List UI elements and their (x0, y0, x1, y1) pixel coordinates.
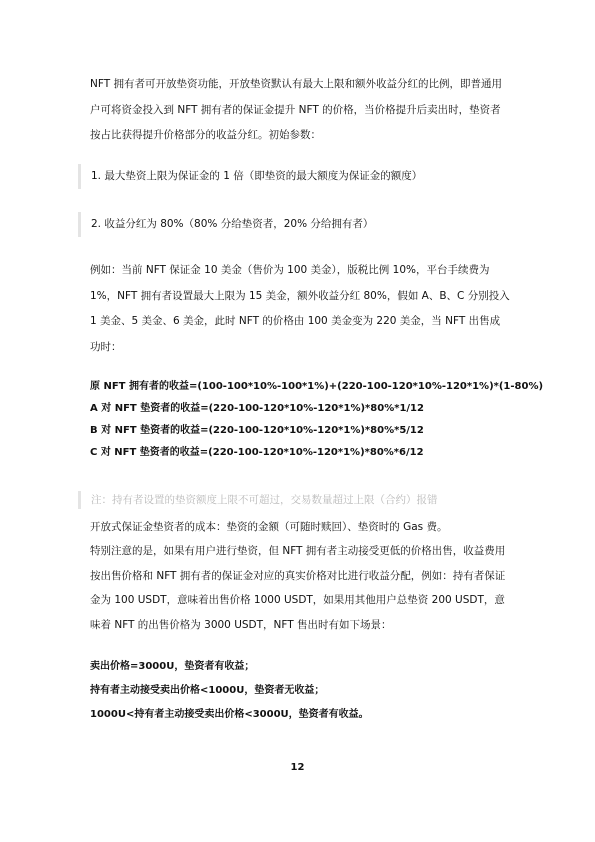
param-item-2: 2. 收益分红为 80%（80% 分给垫资者，20% 分给拥有者） (91, 218, 374, 230)
cost-text: 开放式保证金垫资者的成本：垫资的金额（可随时赎回）、垫资时的 Gas 费。 (90, 521, 448, 533)
formula-list (90, 376, 544, 464)
scenario-2: 持有者主动接受卖出价格<1000U，垫资者无收益； (90, 685, 325, 696)
scenario-1: 卖出价格=3000U，垫资者有收益； (90, 661, 255, 672)
intro-paragraph (90, 72, 510, 149)
params-quote-2 (78, 212, 510, 237)
note-text: 注：持有者设置的垫资额度上限不可超过，交易数量超过上限（合约）报错 (91, 494, 438, 506)
formula-b: B 对 NFT 垫资者的收益=(220-100-120*10%-120*1%)*80%*5/12 (90, 425, 424, 436)
note-line (78, 491, 510, 509)
intro-text: NFT 拥有者可开放垫资功能，开放垫资默认有最大上限和额外收益分红的比例，即普通用户可将资金投入到 NFT 拥有者的保证金提升 NFT 的价格，当价格提升后卖出时，垫资者按占比获得提升价格部分的收益分红。初始参数： (90, 78, 502, 141)
example-text: 例如：当前 NFT 保证金 10 美金（售价为 100 美金），版税比例 10%，平台手续费为 1%，NFT 拥有者设置最大上限为 15 美金，额外收益分红 80%，假如 A、B、C 分别投入 1 美金、5 美金、6 美金，此时 NFT 的价格由 100 美金变为 220 美金，当 NFT 出售成功时： (90, 264, 510, 353)
cost-paragraph (90, 516, 510, 538)
scenario-list (90, 655, 510, 727)
scenario-3: 1000U<持有者主动接受卖出价格<3000U，垫资者有收益。 (90, 709, 369, 720)
formula-c: C 对 NFT 垫资者的收益=(220-100-120*10%-120*1%)*80%*6/12 (90, 447, 424, 458)
special-text: 特别注意的是，如果有用户进行垫资，但 NFT 拥有者主动接受更低的价格出售，收益费用按出售价格和 NFT 拥有者的保证金对应的真实价格对比进行收益分配，例如：持有者保证金为 100 USDT，意味着出售价格 1000 USDT，如果用其他用户总垫资 200 USDT，意味着 NFT 的出售价格为 3000 USDT，NFT 售出时有如下场景： (90, 545, 506, 631)
page-number: 12 (290, 762, 305, 773)
param-item-1: 1. 最大垫资上限为保证金的 1 倍（即垫资的最大额度为保证金的额度） (91, 170, 423, 182)
formula-a: A 对 NFT 垫资者的收益=(220-100-120*10%-120*1%)*80%*1/12 (90, 403, 424, 414)
params-quote (78, 164, 510, 189)
special-paragraph (90, 539, 510, 637)
formula-owner: 原 NFT 拥有者的收益=(100-100*10%-100*1%)+(220-100-120*10%-120*1%)*(1-80%) (90, 381, 544, 392)
example-paragraph (90, 258, 510, 360)
